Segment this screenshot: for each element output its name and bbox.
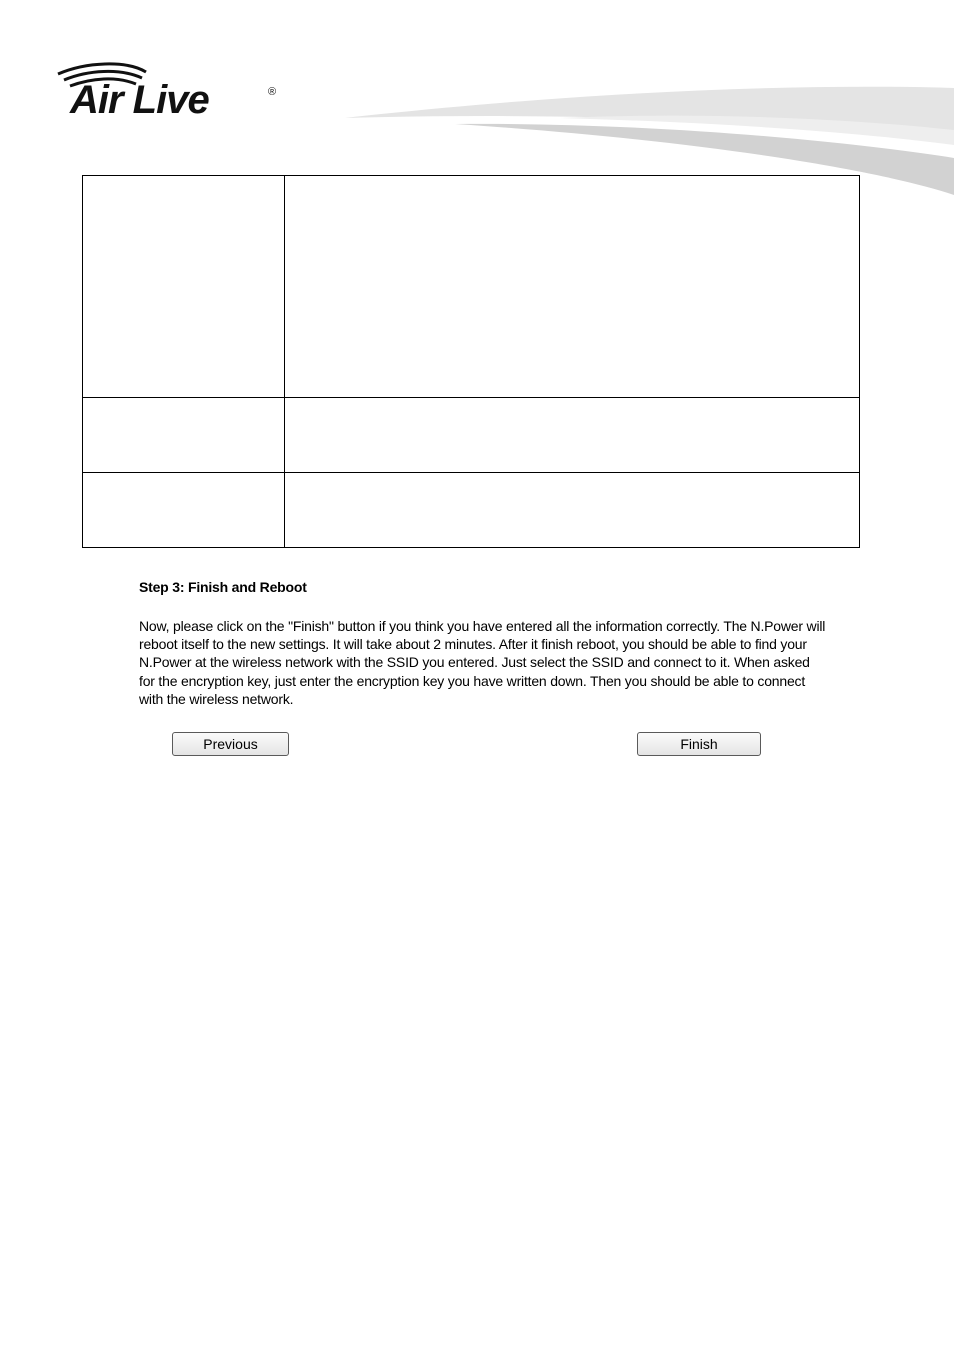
- table-row: [83, 398, 860, 473]
- table-cell: [285, 473, 860, 548]
- table-cell: [83, 473, 285, 548]
- finish-button[interactable]: Finish: [637, 732, 761, 756]
- info-table: [82, 175, 860, 548]
- logo-wordmark: Air Live: [70, 78, 209, 122]
- table-cell: [285, 398, 860, 473]
- table-row: [83, 473, 860, 548]
- table-cell: [83, 398, 285, 473]
- previous-button[interactable]: Previous: [172, 732, 289, 756]
- table-cell: [285, 176, 860, 398]
- airlive-logo: [56, 60, 286, 130]
- step-description: Now, please click on the "Finish" button if you think you have entered all the information correctly. The N.Power will reboot itself to the new settings. It will take about 2 minutes. After it finish reboot, you should be able to find your N.Power at the wireless network with the SSID you entered. Just select the SSID and connect to it. When asked for the encryption key, just enter the encryption key you have written down. Then you should be able to connect with the wireless network.: [139, 618, 826, 707]
- table-cell: [83, 176, 285, 398]
- registered-mark: ®: [268, 86, 277, 98]
- table-row: [83, 176, 860, 398]
- page-header: [0, 0, 954, 200]
- step-section: [139, 579, 829, 708]
- step-title: Step 3: Finish and Reboot: [139, 579, 307, 595]
